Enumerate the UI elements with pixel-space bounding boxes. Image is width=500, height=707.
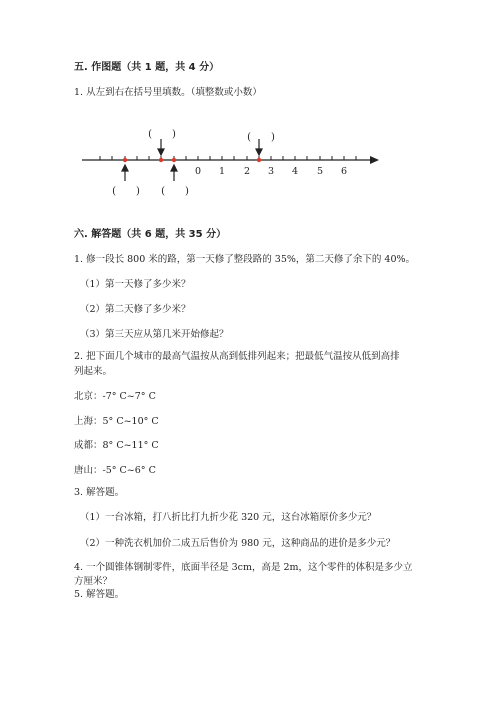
question-1-part-1: （1）第一天修了多少米？ [80,279,191,290]
number-label-1: 1 [218,166,226,177]
marker-dot [257,158,261,162]
section6-question-2-line1: 2. 把下面几个城市的最高气温按从高到低排列起来；把最低气温按从低到高排 [74,351,400,362]
number-label-6: 6 [340,166,348,177]
arrow-down-icon [158,139,164,155]
question-1-part-3: （3）第三天应从第几米开始修起？ [80,329,229,340]
arrow-up-icon [171,165,177,181]
number-label-3: 3 [267,166,275,177]
marker-dot [159,158,163,162]
section6-question-5: 5. 解答题。 [74,589,125,600]
number-label-0: 0 [194,166,202,177]
marker-dot [172,158,176,162]
section6-title: 六. 解答题（共 6 题，共 35 分） [74,229,227,240]
blank-above-2: ( ) [247,132,275,143]
blank-below-2: ( ) [161,186,189,197]
section5-title: 五. 作图题（共 1 题，共 4 分） [74,62,220,73]
blank-above-1: ( ) [148,129,176,140]
arrow-up-icon [122,165,128,181]
city-temperature-shanghai: 上海：5° C~10° C [74,416,159,427]
city-temperature-chengdu: 成都：8° C~11° C [74,440,159,451]
section6-question-4-line1: 4. 一个圆锥体钢制零件，底面半径是 3cm，高是 2m，这个零件的体积是多少立 [74,562,413,573]
section5-question-1: 1. 从左到右在括号里填数。（填整数或小数） [74,87,262,98]
number-line-arrowhead [370,156,379,164]
question-1-part-2: （2）第二天修了多少米？ [80,304,191,315]
question-3-part-2: （2）一种洗衣机加价二成五后售价为 980 元，这种商品的进价是多少元？ [80,538,396,549]
city-temperature-tangshan: 唐山：-5° C~6° C [74,465,156,476]
number-label-4: 4 [291,166,299,177]
section6-question-1: 1. 修一段长 800 米的路，第一天修了整段路的 35%，第二天修了余下的 40%。 [74,254,416,265]
number-label-5: 5 [316,166,324,177]
section6-question-3: 3. 解答题。 [74,487,125,498]
city-temperature-beijing: 北京：-7° C~7° C [74,391,156,402]
section6-question-4-line2: 方厘米？ [74,576,113,587]
section6-question-2-line2: 列起来。 [74,366,113,377]
number-label-2: 2 [243,166,251,177]
marker-dot [123,158,127,162]
blank-below-1: ( ) [112,186,140,197]
number-line-figure [0,0,500,210]
question-3-part-1: （1）一台冰箱，打八折比打九折少花 320 元，这台冰箱原价多少元？ [80,512,377,523]
